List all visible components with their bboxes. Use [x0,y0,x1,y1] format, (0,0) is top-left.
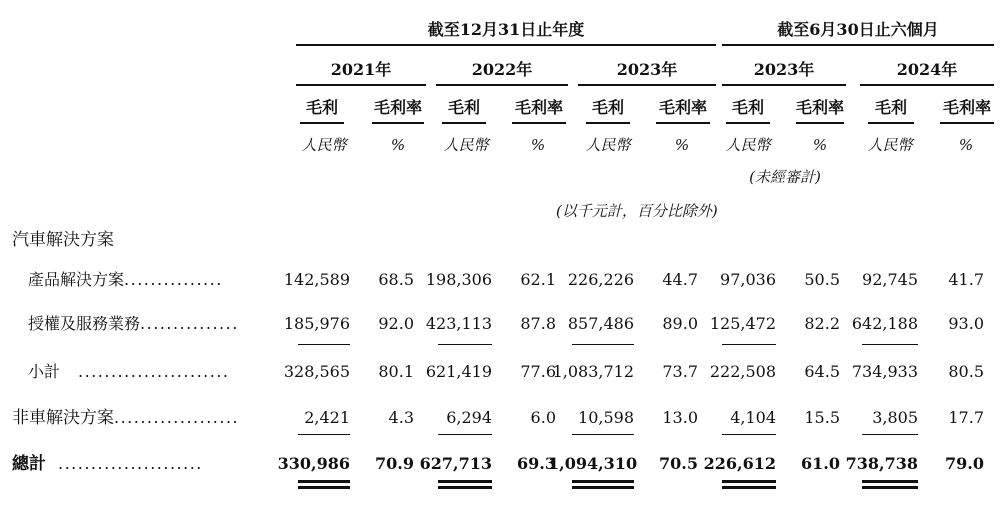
cell-non-auto-gm-2023-h1: 15.5 [804,408,840,427]
unit-rmb-2022: 人民幣 [443,136,489,154]
year-2023: 2023年 [616,60,678,79]
row-label-product-text: 產品解決方案 [28,270,125,289]
cell-subtotal-gm-2023: 73.7 [662,362,698,381]
cell-subtotal-gm-2021: 80.1 [378,362,414,381]
cell-product-gm-2023-h1: 50.5 [804,270,840,289]
subtotal-rule-2021 [298,344,350,345]
col-margin-2024-h1-rule [940,122,994,124]
cell-total-gp-2021: 330,986 [277,454,350,473]
subtotal-rule-2023-h1 [722,344,776,345]
header-group-full-year-rule [296,44,716,46]
row-label-licensing [28,316,239,332]
unit-pct-2024-h1: % [958,136,974,154]
cell-licensing-gm-2024-h1: 93.0 [948,314,984,333]
cell-subtotal-gp-2023: 1,083,712 [552,362,634,381]
total-double-rule-2023 [572,480,634,489]
cell-product-gm-2024-h1: 41.7 [948,270,984,289]
row-label-licensing-text: 授權及服務業務 [28,314,141,333]
col-margin-2024-h1: 毛利率 [942,98,991,117]
total-double-rule-2022 [438,480,492,489]
col-margin-2021: 毛利率 [373,98,422,117]
cell-non-auto-gp-2021: 2,421 [304,408,350,427]
unit-rmb-2021: 人民幣 [301,136,347,154]
cell-product-gp-2023-h1: 97,036 [720,270,776,289]
year-2022: 2022年 [471,60,533,79]
col-margin-2023: 毛利率 [658,98,707,117]
cell-total-gp-2024-h1: 738,738 [845,454,918,473]
cell-subtotal-gp-2024-h1: 734,933 [851,362,918,381]
unit-rmb-2023: 人民幣 [585,136,631,154]
cell-subtotal-gm-2023-h1: 64.5 [804,362,840,381]
year-2024-h1-rule [860,84,994,86]
cell-total-gp-2023: 1,094,310 [548,454,638,473]
header-group-full-year: 截至12月31日止年度 [427,20,585,39]
total-rule-2024-h1 [862,434,918,435]
col-gross-profit-2021: 毛利 [305,98,338,117]
row-label-product [28,272,223,288]
cell-total-gm-2021: 70.9 [375,454,414,473]
cell-licensing-gp-2023: 857,486 [567,314,634,333]
cell-total-gm-2022: 69.3 [517,454,556,473]
total-rule-2022 [438,434,492,435]
col-gross-profit-2023-h1-rule [726,122,770,124]
row-label-total [12,456,203,473]
year-2024-h1: 2024年 [896,60,958,79]
subtotal-rule-2024-h1 [862,344,918,345]
total-rule-2023 [572,434,634,435]
year-2021-rule [296,84,426,86]
cell-non-auto-gm-2022: 6.0 [530,408,556,427]
unit-pct-2022: % [530,136,546,154]
cell-product-gp-2021: 142,589 [283,270,350,289]
col-margin-2023-h1-rule [796,122,844,124]
cell-product-gp-2024-h1: 92,745 [862,270,918,289]
col-margin-2022: 毛利率 [514,98,563,117]
unit-pct-2023: % [674,136,690,154]
cell-product-gp-2022: 198,306 [425,270,492,289]
year-2023-rule [578,84,716,86]
col-gross-profit-2024-h1: 毛利 [874,98,907,117]
cell-total-gm-2023-h1: 61.0 [801,454,840,473]
leader-dots: ................... [114,408,240,427]
unit-rmb-2023-h1: 人民幣 [725,136,771,154]
section-auto-solutions: 汽車解決方案 [12,230,114,250]
unaudited-note: (未經審計) [749,168,821,186]
header-group-six-months: 截至6月30日止六個月 [777,20,939,39]
header-group-six-months-rule [722,44,994,46]
cell-total-gp-2023-h1: 226,612 [703,454,776,473]
col-gross-profit-2024-h1-rule [868,122,914,124]
cell-licensing-gm-2022: 87.8 [520,314,556,333]
cell-subtotal-gp-2022: 621,419 [425,362,492,381]
year-2022-rule [436,84,568,86]
year-2021: 2021年 [330,60,392,79]
total-double-rule-2021 [298,480,350,489]
total-rule-2023-h1 [722,434,776,435]
cell-licensing-gp-2021: 185,976 [283,314,350,333]
cell-subtotal-gm-2024-h1: 80.5 [948,362,984,381]
col-gross-profit-2022: 毛利 [447,98,480,117]
row-label-non-auto-text: 非車解決方案 [12,408,114,428]
col-gross-profit-2023: 毛利 [591,98,624,117]
col-margin-2023-h1: 毛利率 [796,98,845,117]
unit-note: (以千元計，百分比除外) [556,202,718,220]
year-2023-h1: 2023年 [753,60,815,79]
row-label-total-text: 總計 [12,454,46,474]
total-double-rule-2024-h1 [862,480,918,489]
year-2023-h1-rule [722,84,846,86]
cell-non-auto-gp-2023: 10,598 [578,408,634,427]
row-label-non-auto [12,410,239,427]
cell-licensing-gm-2023: 89.0 [662,314,698,333]
leader-dots: ....................... [78,362,230,381]
col-margin-2021-rule [372,122,424,124]
cell-product-gm-2023: 44.7 [662,270,698,289]
cell-total-gp-2022: 627,713 [419,454,492,473]
cell-non-auto-gm-2024-h1: 17.7 [948,408,984,427]
unit-pct-2021: % [390,136,406,154]
col-margin-2023-rule [656,122,710,124]
total-double-rule-2023-h1 [722,480,776,489]
unit-pct-2023-h1: % [812,136,828,154]
cell-product-gm-2021: 68.5 [378,270,414,289]
cell-total-gm-2024-h1: 79.0 [945,454,984,473]
total-rule-2021 [298,434,350,435]
cell-subtotal-gm-2022: 77.6 [520,362,556,381]
cell-non-auto-gm-2021: 4.3 [388,408,414,427]
cell-subtotal-gp-2023-h1: 222,508 [709,362,776,381]
leader-dots: ...................... [58,454,203,473]
leader-dots: ............... [140,314,239,333]
cell-non-auto-gp-2023-h1: 4,104 [730,408,776,427]
cell-subtotal-gp-2021: 328,565 [283,362,350,381]
cell-licensing-gm-2023-h1: 82.2 [804,314,840,333]
col-gross-profit-2023-h1: 毛利 [731,98,764,117]
cell-licensing-gp-2024-h1: 642,188 [851,314,918,333]
row-label-subtotal-text: 小計 [28,362,61,381]
cell-non-auto-gp-2022: 6,294 [446,408,492,427]
subtotal-rule-2023 [572,344,634,345]
unit-rmb-2024-h1: 人民幣 [867,136,913,154]
cell-non-auto-gp-2024-h1: 3,805 [872,408,918,427]
cell-licensing-gm-2021: 92.0 [378,314,414,333]
cell-product-gp-2023: 226,226 [567,270,634,289]
cell-non-auto-gm-2023: 13.0 [662,408,698,427]
row-label-subtotal [28,364,230,380]
cell-product-gm-2022: 62.1 [520,270,556,289]
cell-licensing-gp-2022: 423,113 [425,314,492,333]
cell-total-gm-2023: 70.5 [659,454,698,473]
col-gross-profit-2023-rule [586,122,630,124]
col-gross-profit-2021-rule [300,122,344,124]
col-margin-2022-rule [512,122,566,124]
subtotal-rule-2022 [438,344,492,345]
col-gross-profit-2022-rule [442,122,486,124]
leader-dots: ............... [124,270,223,289]
cell-licensing-gp-2023-h1: 125,472 [709,314,776,333]
